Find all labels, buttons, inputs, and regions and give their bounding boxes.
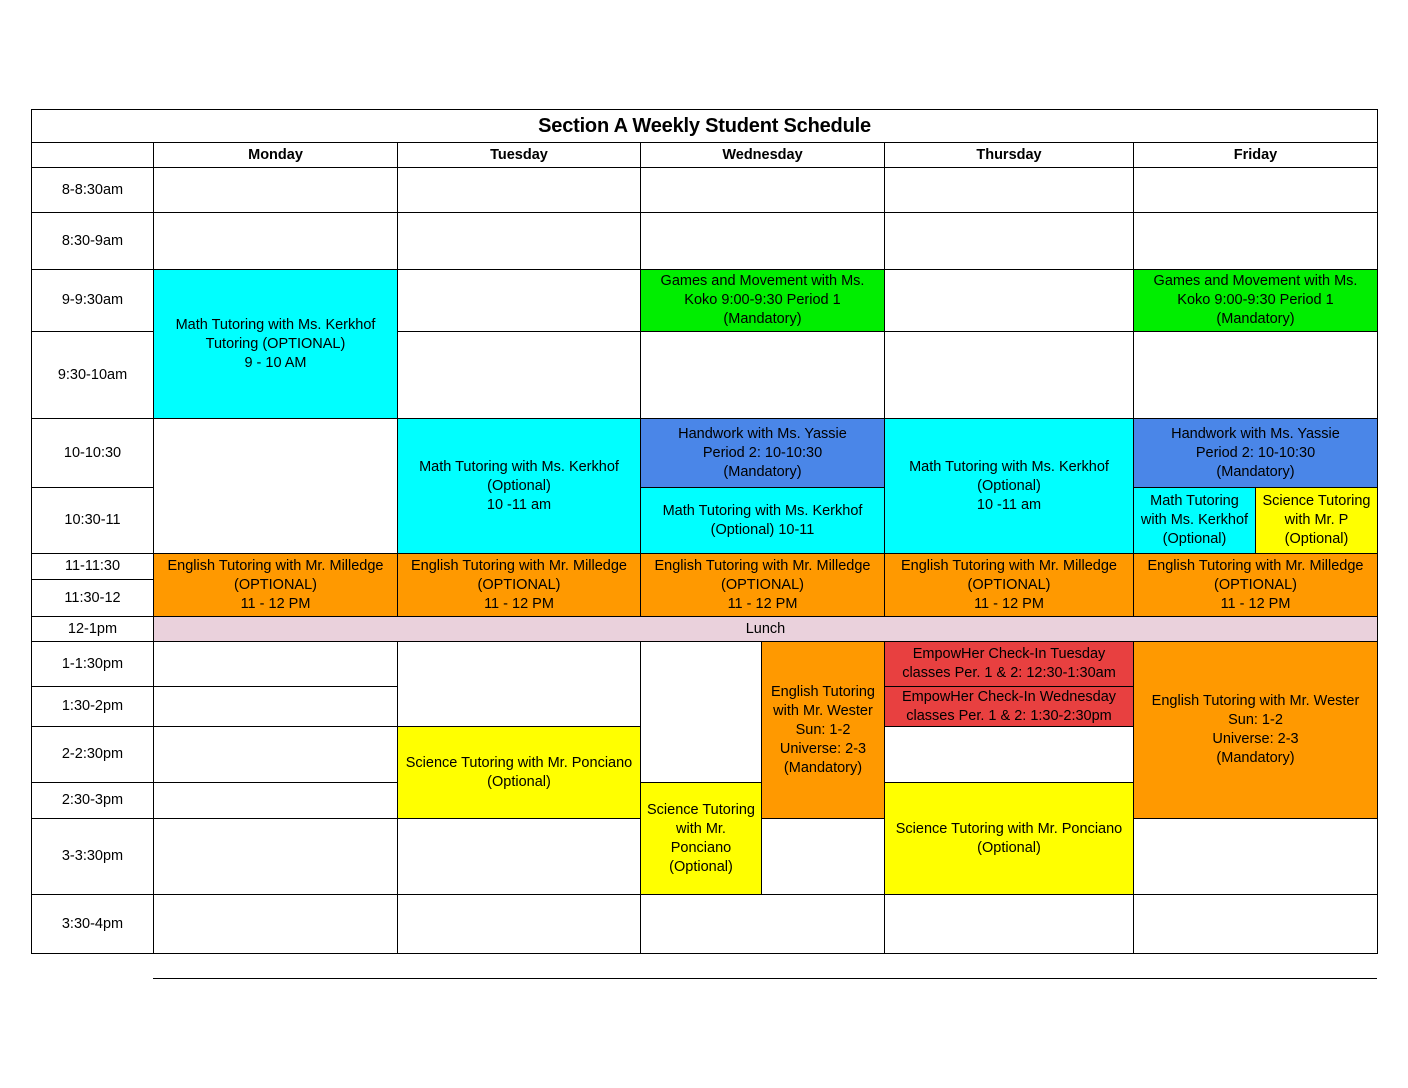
day-header-wednesday: Wednesday xyxy=(640,142,885,168)
event-thu-math-tutoring: Math Tutoring with Ms. Kerkhof (Optional) 10 -11 am xyxy=(884,418,1134,554)
time-label: 9:30-10am xyxy=(31,331,154,419)
day-header-tuesday: Tuesday xyxy=(397,142,641,168)
empty-cell xyxy=(640,331,885,419)
event-wed-math-tutoring: Math Tutoring with Ms. Kerkhof (Optional) 10-11 xyxy=(640,487,885,554)
time-label: 12-1pm xyxy=(31,616,154,642)
empty-cell xyxy=(640,641,762,783)
empty-cell xyxy=(397,269,641,332)
empty-cell xyxy=(884,269,1134,332)
empty-cell xyxy=(397,167,641,213)
event-thu-empowher-tuesday: EmpowHer Check-In Tuesday classes Per. 1 & 2: 12:30-1:30am xyxy=(884,641,1134,687)
time-label: 10-10:30 xyxy=(31,418,154,488)
empty-cell xyxy=(153,894,398,954)
header-corner-cell xyxy=(31,142,154,168)
event-mon-math-tutoring: Math Tutoring with Ms. Kerkhof Tutoring (OPTIONAL) 9 - 10 AM xyxy=(153,269,398,419)
empty-cell xyxy=(1133,212,1378,270)
empty-cell xyxy=(153,418,398,554)
event-wed-english-wester: English Tutoring with Mr. Wester Sun: 1-2 Universe: 2-3 (Mandatory) xyxy=(761,641,885,819)
event-fri-science-tutoring-p: Science Tutoring with Mr. P (Optional) xyxy=(1255,487,1378,554)
empty-cell xyxy=(153,726,398,783)
empty-cell xyxy=(397,212,641,270)
event-fri-english-tutoring: English Tutoring with Mr. Milledge (OPTIONAL) 11 - 12 PM xyxy=(1133,553,1378,617)
day-header-monday: Monday xyxy=(153,142,398,168)
empty-cell xyxy=(153,782,398,819)
time-label: 8-8:30am xyxy=(31,167,154,213)
empty-cell xyxy=(397,331,641,419)
empty-cell xyxy=(153,686,398,727)
time-label: 3:30-4pm xyxy=(31,894,154,954)
time-label: 8:30-9am xyxy=(31,212,154,270)
time-label: 2:30-3pm xyxy=(31,782,154,819)
event-wed-science-tutoring: Science Tutoring with Mr. Ponciano (Optional) xyxy=(640,782,762,895)
empty-cell xyxy=(884,894,1134,954)
empty-cell xyxy=(1133,894,1378,954)
empty-cell xyxy=(1133,167,1378,213)
empty-cell xyxy=(1133,331,1378,419)
event-fri-math-tutoring: Math Tutoring with Ms. Kerkhof (Optional) xyxy=(1133,487,1256,554)
event-wed-games-movement: Games and Movement with Ms. Koko 9:00-9:30 Period 1 (Mandatory) xyxy=(640,269,885,332)
schedule-title: Section A Weekly Student Schedule xyxy=(31,109,1378,143)
empty-cell xyxy=(761,818,885,895)
empty-cell xyxy=(640,167,885,213)
event-tue-english-tutoring: English Tutoring with Mr. Milledge (OPTIONAL) 11 - 12 PM xyxy=(397,553,641,617)
lunch-block: Lunch xyxy=(153,616,1378,642)
empty-cell xyxy=(884,212,1134,270)
event-fri-english-wester: English Tutoring with Mr. Wester Sun: 1-2 Universe: 2-3 (Mandatory) xyxy=(1133,641,1378,819)
event-tue-math-tutoring: Math Tutoring with Ms. Kerkhof (Optional) 10 -11 am xyxy=(397,418,641,554)
day-header-friday: Friday xyxy=(1133,142,1378,168)
empty-cell xyxy=(153,818,398,895)
empty-cell xyxy=(153,641,398,687)
event-thu-empowher-wednesday: EmpowHer Check-In Wednesday classes Per. 1 & 2: 1:30-2:30pm xyxy=(884,686,1134,727)
time-label: 9-9:30am xyxy=(31,269,154,332)
empty-cell xyxy=(640,212,885,270)
footer-divider xyxy=(153,978,1377,979)
empty-cell xyxy=(397,818,641,895)
event-wed-english-tutoring: English Tutoring with Mr. Milledge (OPTIONAL) 11 - 12 PM xyxy=(640,553,885,617)
empty-cell xyxy=(884,167,1134,213)
event-tue-science-tutoring: Science Tutoring with Mr. Ponciano (Optional) xyxy=(397,726,641,819)
event-thu-science-tutoring: Science Tutoring with Mr. Ponciano (Optional) xyxy=(884,782,1134,895)
empty-cell xyxy=(884,726,1134,783)
time-label: 1-1:30pm xyxy=(31,641,154,687)
time-label: 11-11:30 xyxy=(31,553,154,580)
empty-cell xyxy=(153,167,398,213)
time-label: 10:30-11 xyxy=(31,487,154,554)
empty-cell xyxy=(153,212,398,270)
empty-cell xyxy=(640,894,885,954)
time-label: 2-2:30pm xyxy=(31,726,154,783)
empty-cell xyxy=(397,894,641,954)
event-fri-games-movement: Games and Movement with Ms. Koko 9:00-9:30 Period 1 (Mandatory) xyxy=(1133,269,1378,332)
event-mon-english-tutoring: English Tutoring with Mr. Milledge (OPTIONAL) 11 - 12 PM xyxy=(153,553,398,617)
time-label: 11:30-12 xyxy=(31,579,154,617)
empty-cell xyxy=(884,331,1134,419)
event-wed-handwork: Handwork with Ms. Yassie Period 2: 10-10:30 (Mandatory) xyxy=(640,418,885,488)
empty-cell xyxy=(1133,818,1378,895)
empty-cell xyxy=(397,641,641,727)
day-header-thursday: Thursday xyxy=(884,142,1134,168)
event-thu-english-tutoring: English Tutoring with Mr. Milledge (OPTIONAL) 11 - 12 PM xyxy=(884,553,1134,617)
time-label: 1:30-2pm xyxy=(31,686,154,727)
event-fri-handwork: Handwork with Ms. Yassie Period 2: 10-10:30 (Mandatory) xyxy=(1133,418,1378,488)
time-label: 3-3:30pm xyxy=(31,818,154,895)
